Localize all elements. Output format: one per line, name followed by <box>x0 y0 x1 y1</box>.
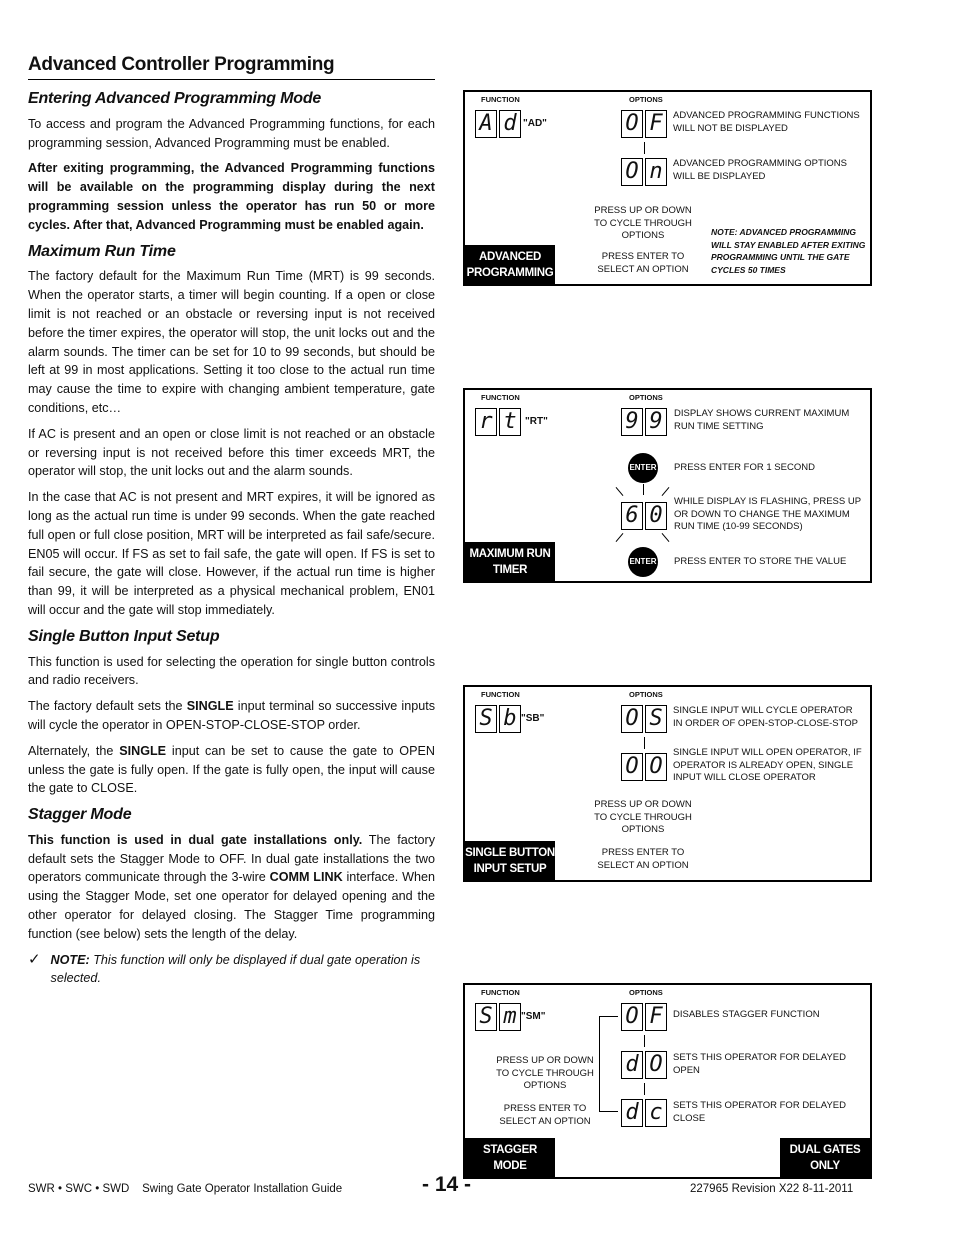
function-label: FUNCTION <box>481 690 520 699</box>
up-down-arrow-icon <box>644 142 645 154</box>
paragraph-bold: After exiting programming, the Advanced Programming functions will be available on the programming display during the next programming session unless the operator has run 50 or more cycles. After that, Advanced Programming must be enabled again. <box>28 161 435 232</box>
option-display-flashing: 6 0 <box>621 502 667 530</box>
diagram-advanced-programming <box>463 90 872 286</box>
diagram-stagger-mode <box>463 983 872 1179</box>
paragraph: This function is used in dual gate installations only. The factory default sets the Stagger Mode to OFF. In dual gate installations the two operators communicate through the 3-wire COMM LINK interface. When using the Stagger Mode, set one operator for delayed opening and the other operator for delayed closing. The Stagger Time programming function (see below) sets the length of the delay. <box>28 832 436 941</box>
section-heading-single: Single Button Input Setup <box>28 627 220 645</box>
paragraph: In the case that AC is not present and MRT expires, it will be ignored as long as the actual run time is under 99 seconds. When the gate reached full open or full close position, MRT will be interpreted as fail safe/secure. EN05 will occur. If FS as set to fail safe, the gate will open. If FS is set to fail secure, the gate will close. However, if the actual run time is higher than 99, it will be interpreted as a physical mechanical problem, EN01 will occur and the gate will stop immediately. <box>28 490 435 617</box>
options-label: OPTIONS <box>629 95 663 104</box>
option-description: SETS THIS OPERATOR FOR DELAYED CLOSE <box>673 1100 846 1124</box>
options-label: OPTIONS <box>629 393 663 402</box>
flash-ray-icon <box>616 533 624 542</box>
function-display: r t <box>475 408 521 436</box>
paragraph: The factory default sets the SINGLE input terminal so successive inputs will cycle the operator in OPEN-STOP-CLOSE-STOP order. <box>28 699 436 732</box>
instruction-enter: PRESS ENTER TO SELECT AN OPTION <box>597 251 689 275</box>
up-down-arrow-icon <box>644 737 645 749</box>
instruction-enter: PRESS ENTER FOR 1 SECOND <box>674 462 815 473</box>
option-display: O S <box>621 705 667 733</box>
enter-button-icon: ENTER <box>628 547 658 577</box>
instruction-enter: PRESS ENTER TO SELECT AN OPTION <box>597 847 689 871</box>
paragraph: This function is used for selecting the operation for single button controls and radio receivers. <box>28 654 435 688</box>
option-display: d c <box>621 1099 667 1127</box>
function-label: FUNCTION <box>481 393 520 402</box>
footer-revision: 227965 Revision X22 8-11-2011 <box>690 1183 854 1195</box>
option-display: O n <box>621 158 667 186</box>
function-display: S m <box>475 1003 521 1031</box>
diagram-single-button-input <box>463 685 872 882</box>
dual-gates-tag: DUAL GATES ONLY <box>780 1138 870 1177</box>
flash-ray-icon <box>662 533 670 542</box>
option-description: SETS THIS OPERATOR FOR DELAYED OPEN <box>673 1052 846 1076</box>
flash-ray-icon <box>643 484 644 495</box>
options-label: OPTIONS <box>629 690 663 699</box>
stagger-note: ✓ NOTE: This function will only be displayed if dual gate operation is selected. <box>28 951 435 989</box>
instruction-cycle: PRESS UP OR DOWN TO CYCLE THROUGH OPTIONS <box>496 1055 594 1091</box>
option-display: O F <box>621 110 667 138</box>
function-label: FUNCTION <box>481 95 520 104</box>
options-bracket <box>599 1016 618 1112</box>
diagram-maximum-run-timer <box>463 388 872 583</box>
paragraph: To access and program the Advanced Programming functions, for each programming session, Advanced Programming must be enabled. <box>28 116 435 150</box>
section-heading-stagger: Stagger Mode <box>28 806 132 824</box>
paragraph: Alternately, the SINGLE input can be set to cause the gate to OPEN unless the gate is fully open. If the gate is fully open, the input will cause the gate to CLOSE. <box>28 743 435 796</box>
instruction-store: PRESS ENTER TO STORE THE VALUE <box>674 556 847 567</box>
option-display: O F <box>621 1003 667 1031</box>
option-description: ADVANCED PROGRAMMING FUNCTIONS WILL NOT BE DISPLAYED <box>673 110 860 134</box>
up-down-arrow-icon <box>644 1035 645 1047</box>
enter-button-icon: ENTER <box>628 453 658 483</box>
option-display: O O <box>621 753 667 781</box>
option-description: DISPLAY SHOWS CURRENT MAXIMUM RUN TIME SETTING <box>674 408 850 432</box>
options-label: OPTIONS <box>629 988 663 997</box>
option-description: ADVANCED PROGRAMMING OPTIONS WILL BE DISPLAYED <box>673 158 848 182</box>
flash-ray-icon <box>616 487 624 496</box>
paragraph: If AC is present and an open or close limit is not reached or an obstacle or reversing input is not received before this timer exceeds MRT, the operator will stop, the unit locks out and the alarm sounds. <box>28 426 435 479</box>
function-tag: STAGGER MODE <box>465 1138 555 1177</box>
flash-ray-icon <box>662 487 670 496</box>
function-display: S b <box>475 705 521 733</box>
function-tag: MAXIMUM RUN TIMER <box>465 542 555 581</box>
instruction-cycle: PRESS UP OR DOWN TO CYCLE THROUGH OPTIONS <box>594 799 692 835</box>
function-code: "RT" <box>525 416 548 427</box>
page-number: - 14 - <box>422 1173 472 1196</box>
instruction-cycle: PRESS UP OR DOWN TO CYCLE THROUGH OPTIONS <box>594 205 692 241</box>
up-down-arrow-icon <box>644 1083 645 1095</box>
function-tag: SINGLE BUTTON INPUT SETUP <box>465 841 555 880</box>
option-description: WHILE DISPLAY IS FLASHING, PRESS UP OR DOWN TO CHANGE THE MAXIMUM RUN TIME (10-99 SECONDS) <box>674 496 861 532</box>
function-code: "SM" <box>521 1011 546 1022</box>
option-description: DISABLES STAGGER FUNCTION <box>673 1009 820 1020</box>
section-heading-entering: Entering Advanced Programming Mode <box>28 90 322 107</box>
function-tag: ADVANCED PROGRAMMING <box>465 245 555 284</box>
paragraph: The factory default for the Maximum Run Time (MRT) is 99 seconds. When the operator starts, a timer will begin counting. If a open or close limit is not reached or an obstacle or reversing input is not received before the timer expires, the operator will stop, the unit locks out and the alarm sounds. The timer can be set for 10 to 99 seconds, but should be left at 99 in most applications. Setting it too close to the actual run time may cause the time to expire with changing ambient temperature, gate conditions, etc… <box>28 269 435 415</box>
diagram-note: NOTE: ADVANCED PROGRAMMING WILL STAY ENABLED AFTER EXITING PROGRAMMING UNTIL THE GATE CYCLES 50 TIMES <box>711 227 866 275</box>
option-description: SINGLE INPUT WILL OPEN OPERATOR, IF OPERATOR IS ALREADY OPEN, SINGLE INPUT WILL CLOSE OPERATOR <box>673 747 862 783</box>
instruction-enter: PRESS ENTER TO SELECT AN OPTION <box>499 1103 591 1127</box>
option-description: SINGLE INPUT WILL CYCLE OPERATOR IN ORDER OF OPEN-STOP-CLOSE-STOP <box>673 705 858 729</box>
function-label: FUNCTION <box>481 988 520 997</box>
option-display: 9 9 <box>621 408 667 436</box>
function-display: A d <box>475 110 521 138</box>
footer-product: SWR • SWC • SWD Swing Gate Operator Installation Guide <box>28 1183 343 1195</box>
option-display: d O <box>621 1051 667 1079</box>
section-heading-max-run: Maximum Run Time <box>28 242 176 260</box>
function-code: "SB" <box>521 713 545 724</box>
function-code: "AD" <box>523 118 547 129</box>
page-title: Advanced Controller Programming <box>28 54 435 80</box>
checkmark-icon: ✓ <box>28 950 41 968</box>
main-text-column <box>28 90 435 988</box>
